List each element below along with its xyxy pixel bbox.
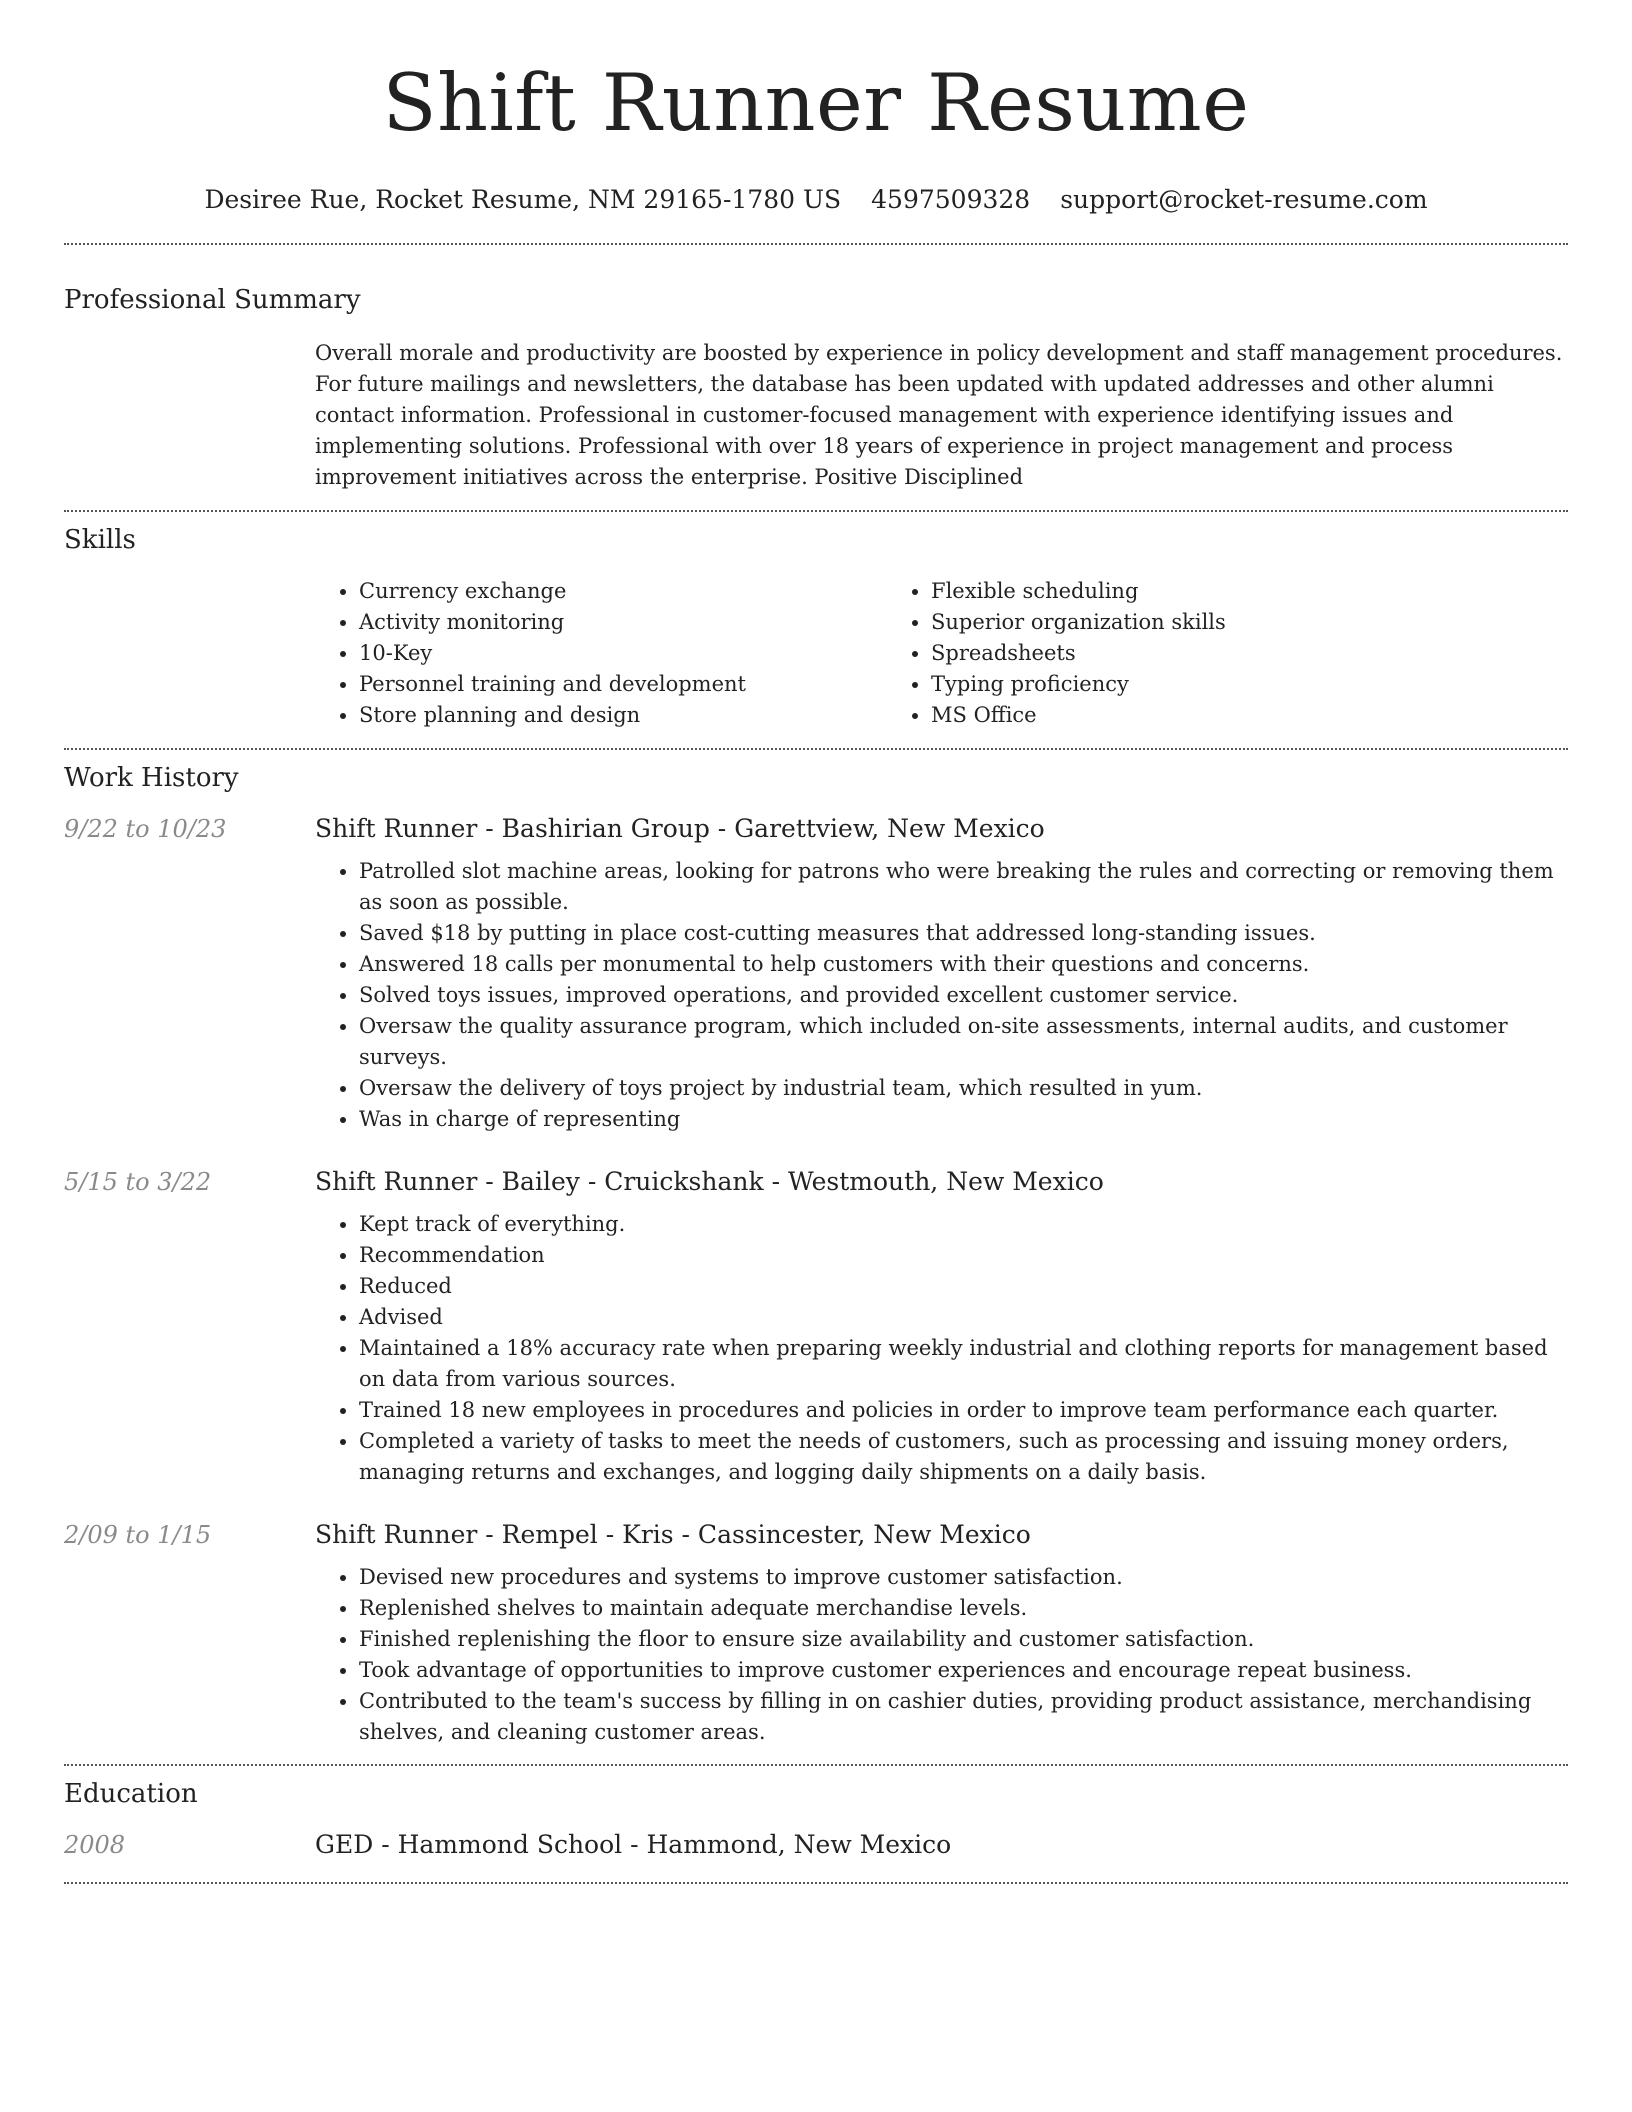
job-bullet: • Kept track of everything. bbox=[359, 1209, 1568, 1240]
summary-text: Overall morale and productivity are boosted by experience in policy development and staff management procedures. For future mailings and newsletters, the database has been updated with updated addresses and other alumni contact information. Professional in customer-focused management with experience identifying issues and implementing solutions. Professional with over 18 years of experience in project management and process improvement initiatives across the enterprise. Positive Disciplined bbox=[315, 341, 1563, 489]
education-section bbox=[64, 1766, 1568, 1862]
section-title-education: Education bbox=[64, 1779, 198, 1809]
job-title: Shift Runner - Bailey - Cruickshank - Westmouth, New Mexico bbox=[315, 1167, 1104, 1196]
contact-line bbox=[64, 182, 1568, 218]
section-title-summary: Professional Summary bbox=[64, 285, 361, 315]
job-bullet: • Recommendation bbox=[359, 1240, 1568, 1271]
job-date: 9/22 to 10/23 bbox=[64, 815, 227, 843]
education-list bbox=[64, 1828, 1568, 1862]
job-bullet: • Trained 18 new employees in procedures and policies in order to improve team performance each quarter. bbox=[359, 1395, 1568, 1426]
job-header-row bbox=[64, 812, 1568, 846]
skills-list-left bbox=[315, 576, 887, 731]
skill-item: • 10-Key bbox=[359, 638, 887, 669]
job-bullet: • Devised new procedures and systems to improve customer satisfaction. bbox=[359, 1562, 1568, 1593]
job-title: Shift Runner - Rempel - Kris - Cassincester, New Mexico bbox=[315, 1520, 1031, 1549]
job-header-row bbox=[64, 1518, 1568, 1552]
contact-email: support@rocket-resume.com bbox=[1060, 185, 1428, 214]
skill-item: • Spreadsheets bbox=[931, 638, 1567, 669]
skills-grid bbox=[315, 576, 1568, 731]
skill-item: • MS Office bbox=[931, 700, 1567, 731]
skill-item: • Currency exchange bbox=[359, 576, 887, 607]
job-bullets bbox=[315, 856, 1568, 1135]
summary-section bbox=[64, 245, 1568, 493]
job-bullets bbox=[315, 1209, 1568, 1488]
job-bullet: • Maintained a 18% accuracy rate when preparing weekly industrial and clothing reports for management based on data from various sources. bbox=[359, 1333, 1568, 1395]
job-bullet: • Advised bbox=[359, 1302, 1568, 1333]
job-bullet: • Reduced bbox=[359, 1271, 1568, 1302]
job-bullet: • Solved toys issues, improved operations, and provided excellent customer service. bbox=[359, 980, 1568, 1011]
section-title-work: Work History bbox=[64, 763, 239, 793]
job-date: 5/15 to 3/22 bbox=[64, 1168, 212, 1196]
job-bullet: • Oversaw the delivery of toys project by industrial team, which resulted in yum. bbox=[359, 1073, 1568, 1104]
skill-item: • Superior organization skills bbox=[931, 607, 1567, 638]
job-bullet: • Saved $18 by putting in place cost-cutting measures that addressed long-standing issues. bbox=[359, 918, 1568, 949]
skill-item: • Flexible scheduling bbox=[931, 576, 1567, 607]
job-entry bbox=[64, 1518, 1568, 1748]
job-title: Shift Runner - Bashirian Group - Garettview, New Mexico bbox=[315, 814, 1045, 843]
skill-item: • Activity monitoring bbox=[359, 607, 887, 638]
job-bullet: • Took advantage of opportunities to improve customer experiences and encourage repeat business. bbox=[359, 1655, 1568, 1686]
education-title: GED - Hammond School - Hammond, New Mexico bbox=[315, 1830, 952, 1859]
job-bullet: • Patrolled slot machine areas, looking for patrons who were breaking the rules and correcting or removing them as soon as possible. bbox=[359, 856, 1568, 918]
work-section bbox=[64, 750, 1568, 1748]
divider bbox=[64, 1882, 1568, 1884]
resume-title: Shift Runner Resume bbox=[382, 57, 1250, 149]
education-date: 2008 bbox=[64, 1831, 126, 1859]
skill-item: • Store planning and design bbox=[359, 700, 887, 731]
job-bullet: • Finished replenishing the floor to ensure size availability and customer satisfaction. bbox=[359, 1624, 1568, 1655]
job-bullet: • Completed a variety of tasks to meet the needs of customers, such as processing and issuing money orders, managing returns and exchanges, and logging daily shipments on a daily basis. bbox=[359, 1426, 1568, 1488]
skill-item: • Personnel training and development bbox=[359, 669, 887, 700]
section-title-skills: Skills bbox=[64, 525, 136, 555]
job-bullet: • Oversaw the quality assurance program, which included on-site assessments, internal audits, and customer surveys. bbox=[359, 1011, 1568, 1073]
job-bullet: • Answered 18 calls per monumental to help customers with their questions and concerns. bbox=[359, 949, 1568, 980]
resume-page bbox=[64, 0, 1568, 1884]
summary-body bbox=[315, 338, 1568, 493]
job-bullets bbox=[315, 1562, 1568, 1748]
job-entry bbox=[64, 1165, 1568, 1488]
contact-phone: 4597509328 bbox=[871, 185, 1031, 214]
education-entry bbox=[64, 1828, 1568, 1862]
jobs-list bbox=[64, 812, 1568, 1748]
skill-item: • Typing proficiency bbox=[931, 669, 1567, 700]
job-bullet: • Was in charge of representing bbox=[359, 1104, 1568, 1135]
job-header-row bbox=[64, 1165, 1568, 1199]
skills-list-right bbox=[887, 576, 1567, 731]
job-entry bbox=[64, 812, 1568, 1135]
skills-section bbox=[64, 512, 1568, 731]
contact-address: Desiree Rue, Rocket Resume, NM 29165-1780 US bbox=[204, 185, 842, 214]
job-bullet: • Replenished shelves to maintain adequate merchandise levels. bbox=[359, 1593, 1568, 1624]
job-bullet: • Contributed to the team's success by filling in on cashier duties, providing product assistance, merchandising shelves, and cleaning customer areas. bbox=[359, 1686, 1568, 1748]
job-date: 2/09 to 1/15 bbox=[64, 1521, 212, 1549]
